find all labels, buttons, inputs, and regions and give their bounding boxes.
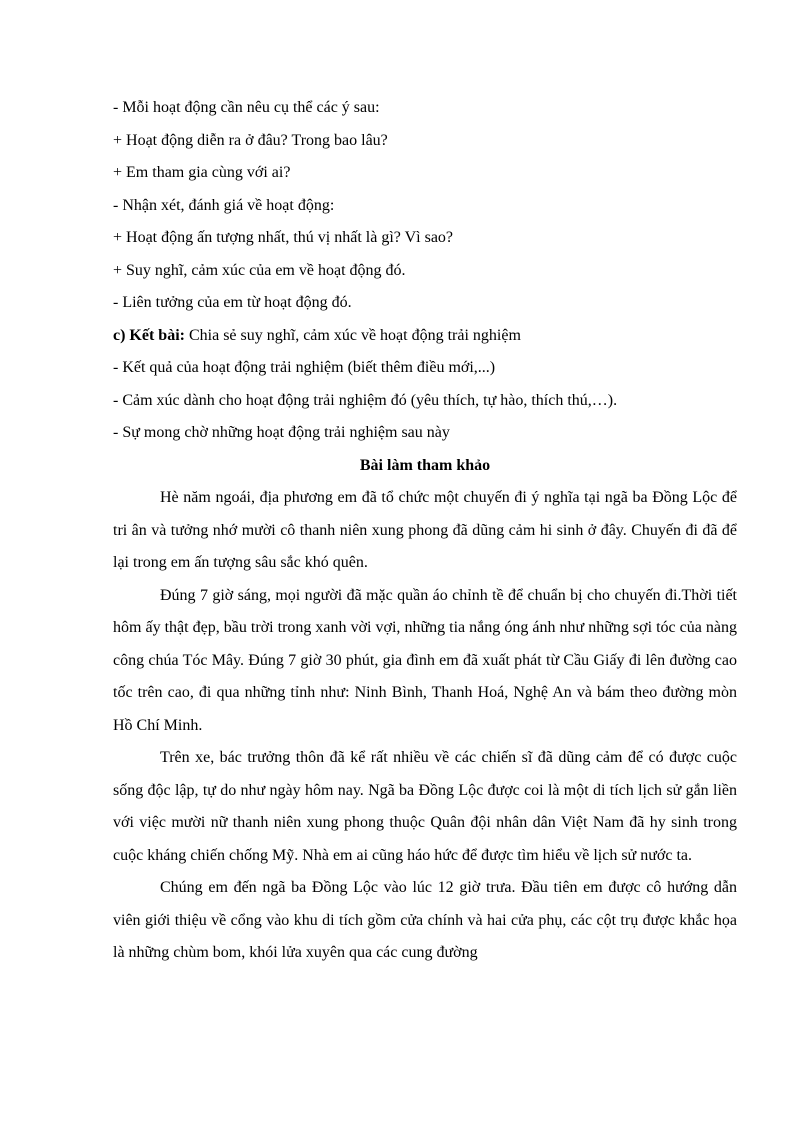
conclusion-line: - Cảm xúc dành cho hoạt động trải nghiệm đó (yêu thích, tự hào, thích thú,…). — [113, 391, 618, 409]
outline-line: + Hoạt động diễn ra ở đâu? Trong bao lâu? — [113, 131, 388, 149]
outline-line: + Suy nghĩ, cảm xúc của em về hoạt động đó. — [113, 261, 406, 279]
outline-line: - Mỗi hoạt động cần nêu cụ thể các ý sau: — [113, 99, 380, 116]
conclusion-label: c) Kết bài: — [113, 326, 185, 344]
outline-line: - Liên tưởng của em từ hoạt động đó. — [113, 294, 352, 311]
outline-line: - Nhận xét, đánh giá về hoạt động: — [113, 196, 335, 214]
conclusion-line: - Sự mong chờ những hoạt động trải nghiệm sau này — [113, 424, 450, 441]
essay-paragraph: Đúng 7 giờ sáng, mọi người đã mặc quần áo chỉnh tề để chuẩn bị cho chuyến đi.Thời tiết hôm ấy thật đẹp, bầu trời trong xanh vời vợi, những tia nắng óng ánh như những sợi tóc của nàng công chúa Tóc Mây. Đúng 7 giờ 30 phút, gia đình em đã xuất phát từ Cầu Giấy đi lên đường cao tốc trên cao, đi qua những tỉnh như: Ninh Bình, Thanh Hoá, Nghệ An và bám theo đường mòn Hồ Chí Minh. — [113, 586, 737, 734]
outline-line: + Em tham gia cùng với ai? — [113, 164, 291, 181]
outline-line: + Hoạt động ấn tượng nhất, thú vị nhất là gì? Vì sao? — [113, 229, 454, 246]
essay-paragraph: Chúng em đến ngã ba Đồng Lộc vào lúc 12 giờ trưa. Đầu tiên em được cô hướng dẫn viên giới thiệu về cổng vào khu di tích gồm cửa chính và hai cửa phụ, các cột trụ được khắc họa là những chùm bom, khói lửa xuyên qua các cung đường — [113, 879, 737, 961]
conclusion-line: - Kết quả của hoạt động trải nghiệm (biết thêm điều mới,...) — [113, 359, 496, 376]
outline-section — [113, 92, 737, 450]
conclusion-heading — [113, 320, 737, 353]
essay-paragraph: Hè năm ngoái, địa phương em đã tổ chức một chuyến đi ý nghĩa tại ngã ba Đồng Lộc để tri ân và tưởng nhớ mười cô thanh niên xung phong đã dũng cảm hi sinh ở đây. Chuyến đi đã để lại trong em ấn tượng sâu sắc khó quên. — [113, 489, 737, 571]
essay-body — [113, 482, 737, 970]
conclusion-text: Chia sẻ suy nghĩ, cảm xúc về hoạt động trải nghiệm — [184, 326, 521, 344]
document-page — [113, 92, 737, 970]
essay-title: Bài làm tham khảo — [359, 456, 491, 474]
essay-paragraph: Trên xe, bác trưởng thôn đã kể rất nhiều về các chiến sĩ đã dũng cảm để có được cuộc sống độc lập, tự do như ngày hôm nay. Ngã ba Đồng Lộc được coi là một di tích lịch sử gắn liền với việc mười nữ thanh niên xung phong thuộc Quân đội nhân dân Việt Nam đã hy sinh trong cuộc kháng chiến chống Mỹ. Nhà em ai cũng háo hức để được tìm hiểu về lịch sử nước ta. — [113, 749, 737, 864]
